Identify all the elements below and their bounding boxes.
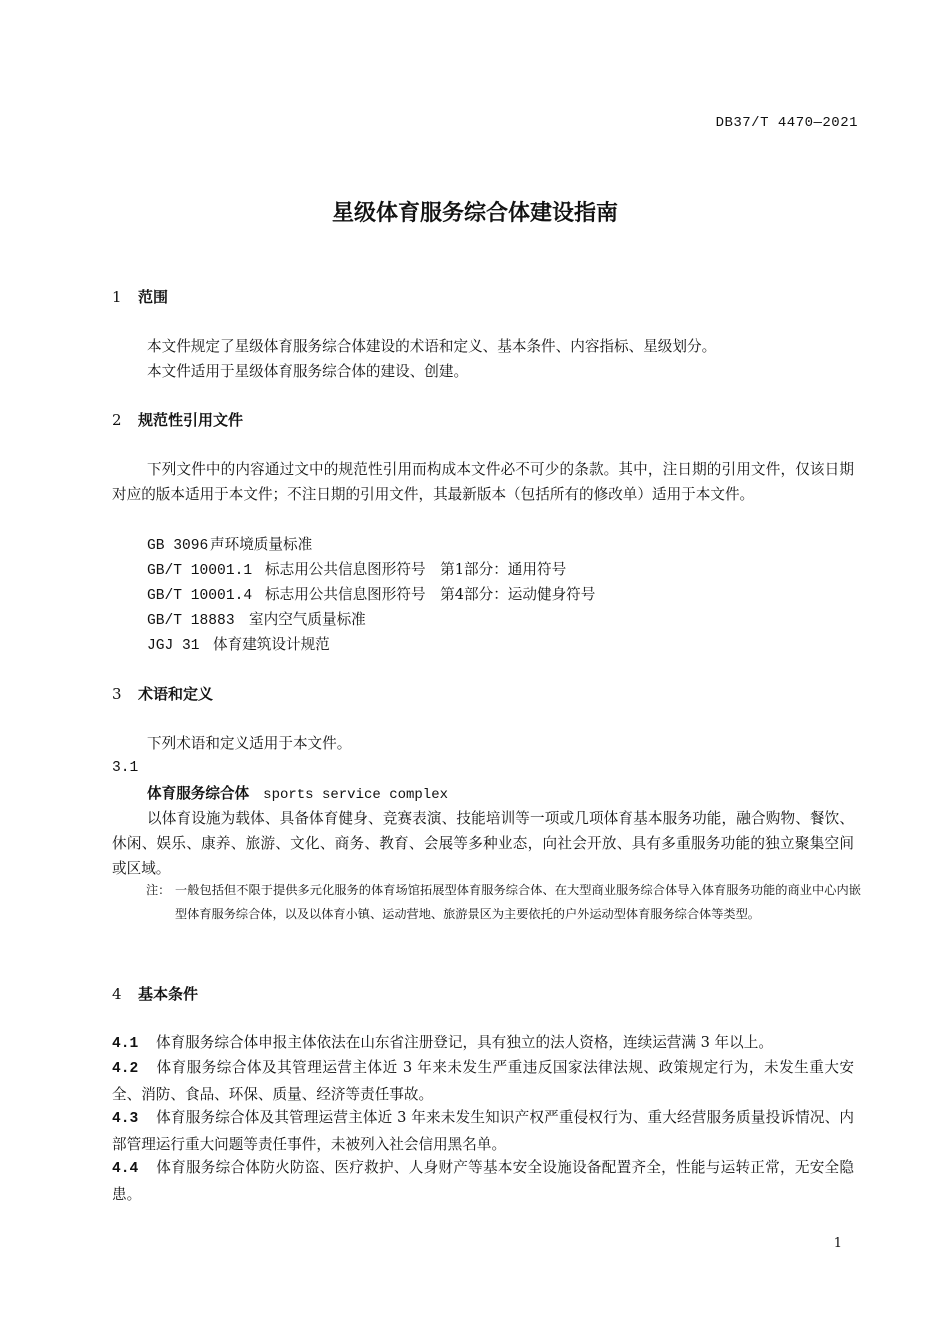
section-number: 3 bbox=[112, 685, 122, 703]
section-2-heading bbox=[112, 409, 243, 430]
clause-item bbox=[112, 1055, 854, 1107]
clause-text: 体育服务综合体防火防盗、医疗救护、人身财产等基本安全设施设备配置齐全，性能与运转正常，无安全隐患。 bbox=[112, 1159, 854, 1203]
section-3-heading bbox=[112, 683, 213, 704]
subsection-number: 3.1 bbox=[112, 760, 139, 776]
section-4-heading bbox=[112, 983, 198, 1004]
reference-item bbox=[147, 532, 312, 559]
paragraph: 下列术语和定义适用于本文件。 bbox=[147, 735, 352, 752]
note-text: 一般包括但不限于提供多元化服务的体育场馆拓展型体育服务综合体、在大型商业服务综合体导入体育服务功能的商业中心内嵌型体育服务综合体，以及以体育小镇、运动营地、旅游景区为主要依托的户外运动型体育服务综合体等类型。 bbox=[175, 883, 861, 921]
clause-text: 体育服务综合体申报主体依法在山东省注册登记，具有独立的法人资格，连续运营满 3 年以上。 bbox=[156, 1034, 773, 1051]
paragraph: 本文件规定了星级体育服务综合体建设的术语和定义、基本条件、内容指标、星级划分。 bbox=[147, 338, 717, 355]
reference-item bbox=[147, 607, 366, 634]
reference-name: 体育建筑设计规范 bbox=[213, 636, 330, 653]
reference-code: GB/T 10001.4 bbox=[147, 588, 253, 604]
term-english: sports service complex bbox=[263, 787, 449, 803]
note-label: 注： bbox=[146, 883, 171, 897]
reference-code: JGJ 31 bbox=[147, 638, 200, 654]
section-number: 1 bbox=[112, 288, 122, 306]
section-title: 术语和定义 bbox=[138, 685, 214, 703]
term-chinese: 体育服务综合体 bbox=[147, 785, 250, 802]
section-title: 范围 bbox=[138, 288, 169, 306]
reference-item bbox=[147, 582, 595, 609]
section-title: 基本条件 bbox=[138, 985, 199, 1003]
clause-number: 4.1 bbox=[112, 1036, 139, 1052]
clause-text: 体育服务综合体及其管理运营主体近 3 年来未发生严重违反国家法律法规、政策规定行为，未发生重大安全、消防、食品、环保、质量、经济等责任事故。 bbox=[112, 1059, 854, 1103]
term-definition: 以体育设施为载体、具备体育健身、竞赛表演、技能培训等一项或几项体育基本服务功能，融合购物、餐饮、休闲、娱乐、康养、旅游、文化、商务、教育、会展等多种业态，向社会开放、具有多重服务功能的独立聚集空间或区域。 bbox=[112, 810, 854, 877]
paragraph: 下列文件中的内容通过文中的规范性引用而构成本文件必不可少的条款。其中，注日期的引用文件，仅该日期对应的版本适用于本文件；不注日期的引用文件，其最新版本（包括所有的修改单）适用于本文件。 bbox=[112, 461, 854, 503]
reference-code: GB/T 18883 bbox=[147, 613, 235, 629]
reference-code: GB/T 10001.1 bbox=[147, 563, 253, 579]
clause-number: 4.4 bbox=[112, 1161, 139, 1177]
reference-name: 声环境质量标准 bbox=[210, 536, 313, 553]
reference-item bbox=[147, 632, 330, 659]
reference-name: 标志用公共信息图形符号 第4部分：运动健身符号 bbox=[265, 586, 596, 603]
section-title: 规范性引用文件 bbox=[138, 411, 244, 429]
clause-item bbox=[112, 1155, 854, 1207]
page-number: 1 bbox=[833, 1236, 842, 1251]
reference-name: 室内空气质量标准 bbox=[249, 611, 366, 628]
clause-number: 4.2 bbox=[112, 1061, 139, 1077]
clause-text: 体育服务综合体及其管理运营主体近 3 年来未发生知识产权严重侵权行为、重大经营服务质量投诉情况、内部管理运行重大问题等责任事件，未被列入社会信用黑名单。 bbox=[112, 1109, 854, 1153]
reference-code: GB 3096 bbox=[147, 538, 209, 554]
clause-item bbox=[112, 1030, 854, 1057]
reference-item bbox=[147, 557, 566, 584]
clause-item bbox=[112, 1105, 854, 1157]
reference-name: 标志用公共信息图形符号 第1部分：通用符号 bbox=[265, 561, 567, 578]
paragraph: 本文件适用于星级体育服务综合体的建设、创建。 bbox=[147, 363, 469, 380]
section-1-heading bbox=[112, 286, 168, 307]
term-entry bbox=[147, 781, 448, 808]
clause-number: 4.3 bbox=[112, 1111, 139, 1127]
document-code: DB37/T 4470—2021 bbox=[715, 115, 858, 131]
section-number: 4 bbox=[112, 985, 122, 1003]
section-number: 2 bbox=[112, 411, 122, 429]
page-title: 星级体育服务综合体建设指南 bbox=[331, 200, 618, 226]
